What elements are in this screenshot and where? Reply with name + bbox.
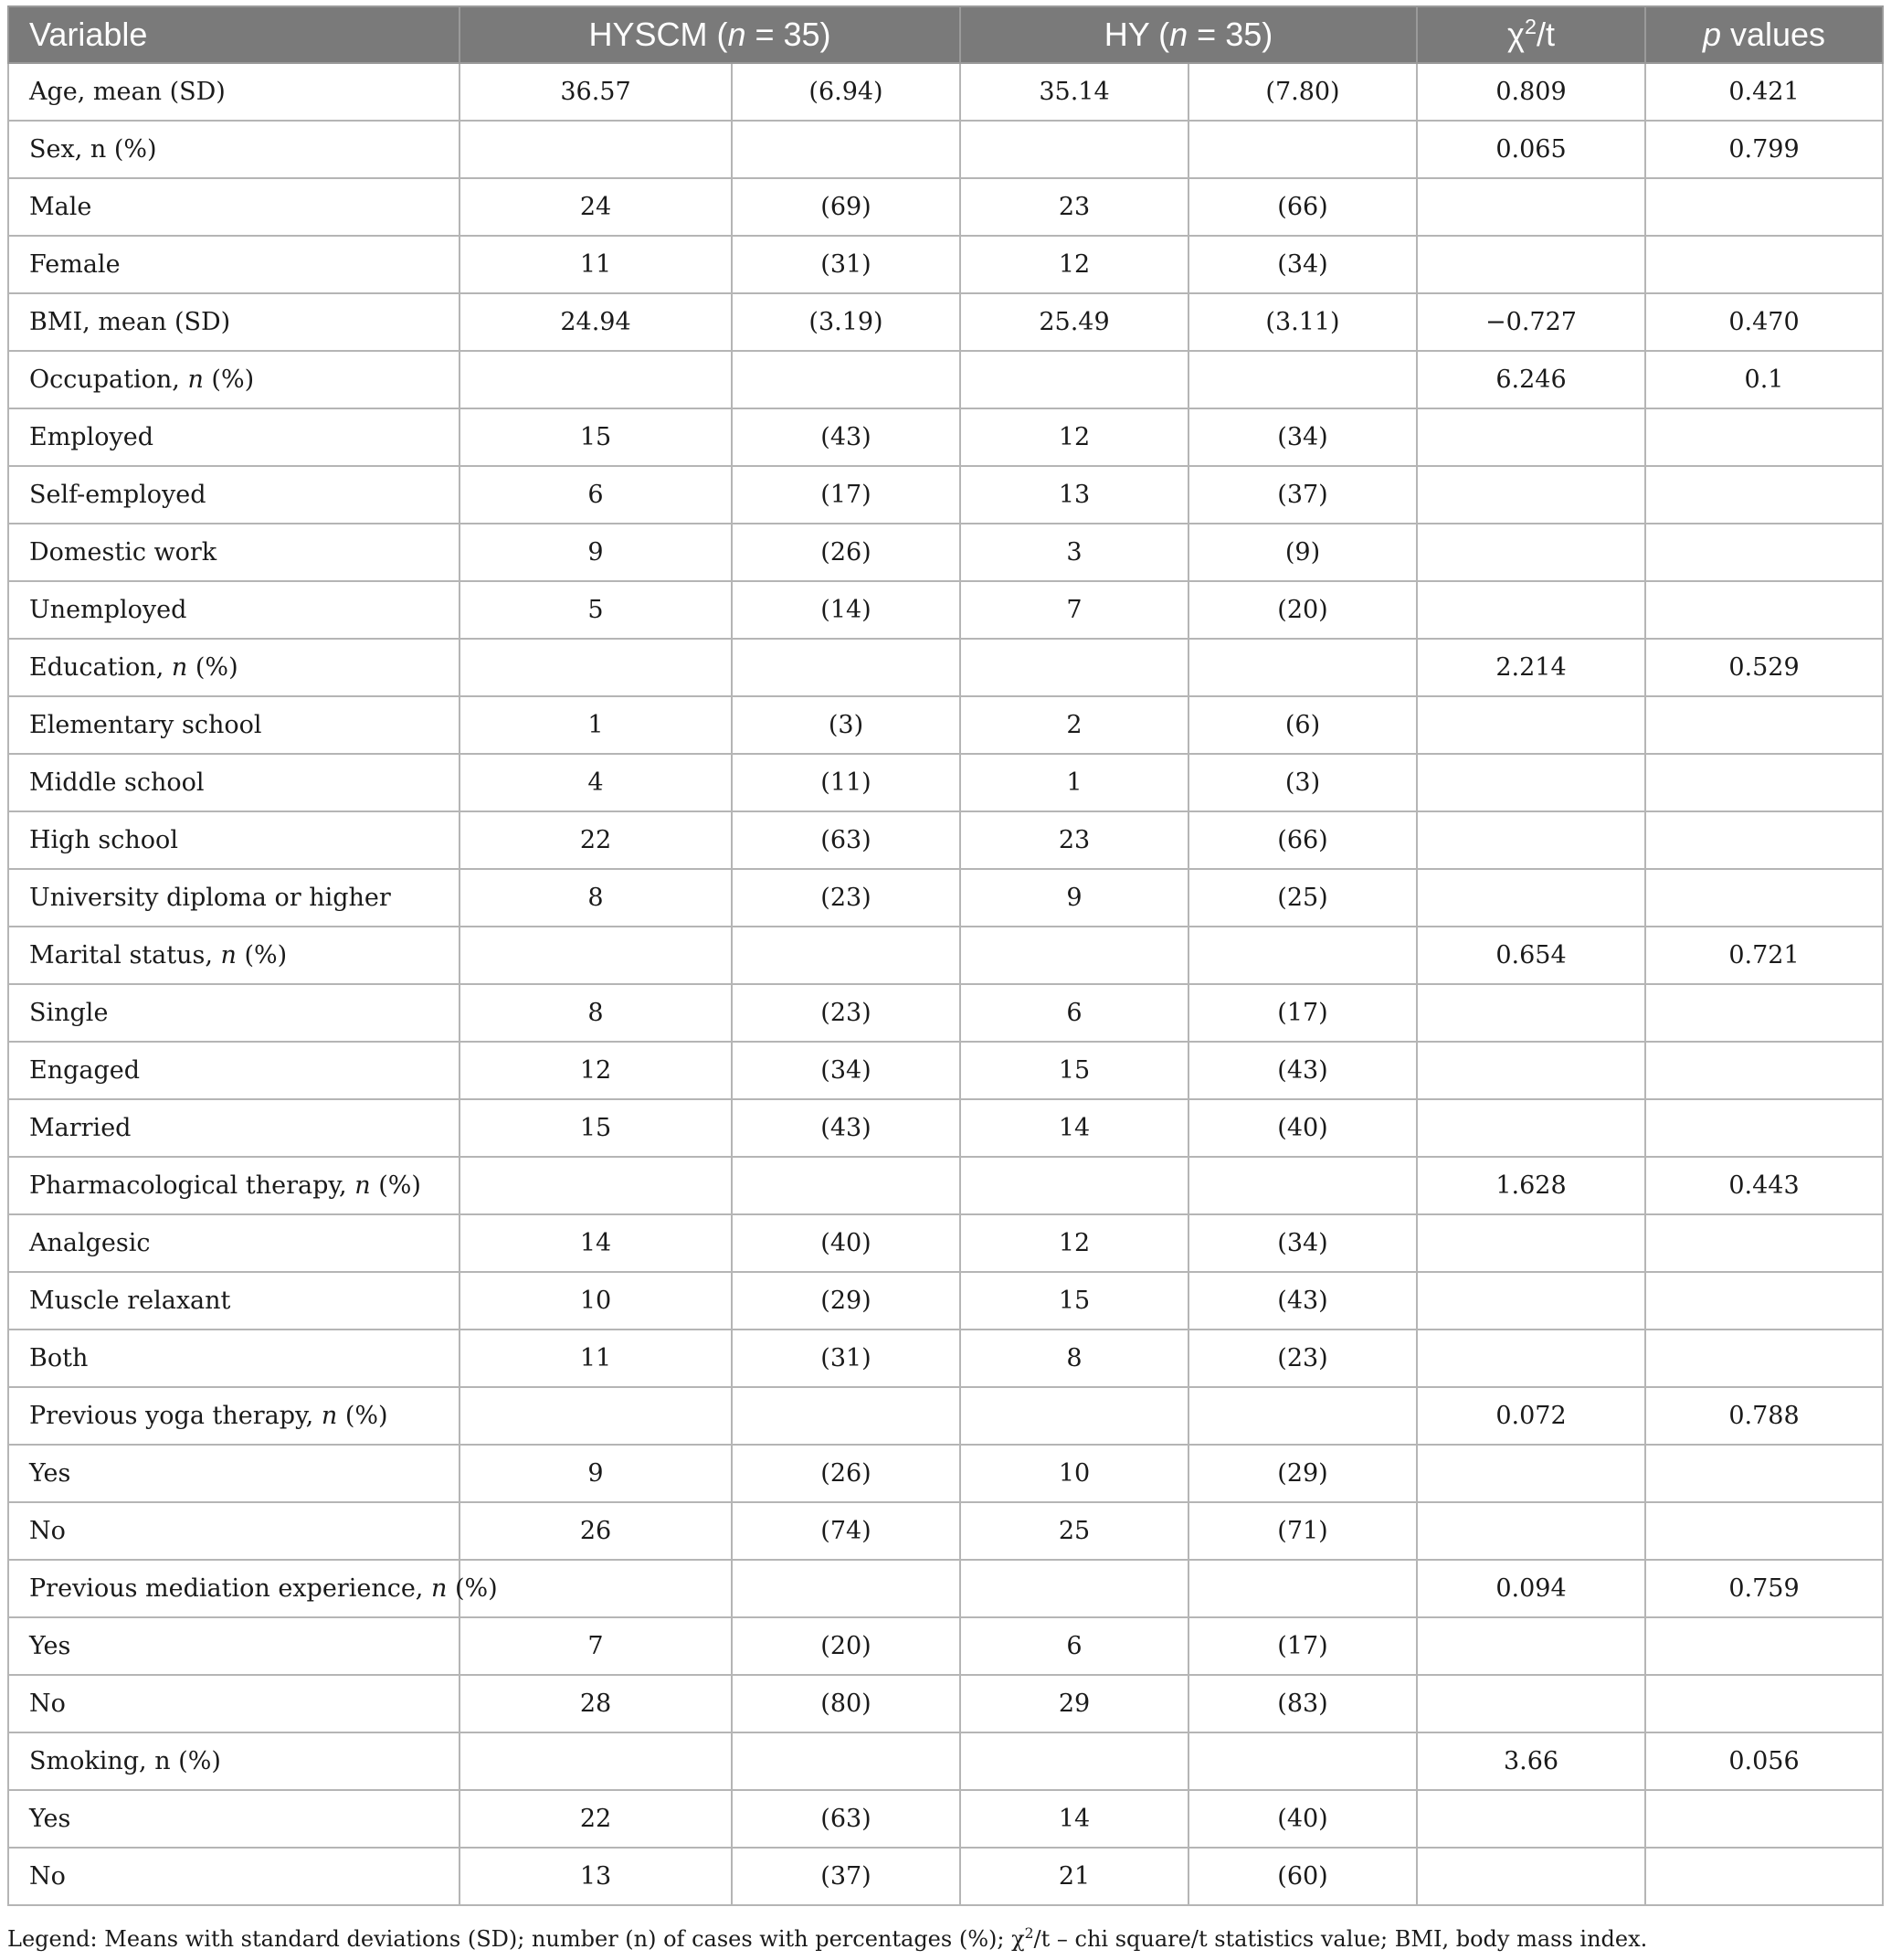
cell-variable: Muscle relaxant [8, 1272, 460, 1330]
cell-hy-value: 14 [960, 1790, 1188, 1848]
cell-hy-percent: (83) [1188, 1675, 1417, 1732]
cell-hyscm-percent: (17) [732, 466, 960, 524]
cell-hy-value: 13 [960, 466, 1188, 524]
cell-hy-percent: (3) [1188, 754, 1417, 811]
cell-hy-percent [1188, 1387, 1417, 1445]
cell-p-value [1645, 754, 1883, 811]
cell-variable: Marital status, n (%) [8, 927, 460, 984]
cell-variable: No [8, 1848, 460, 1905]
table-container [7, 5, 1882, 1906]
cell-chi-square [1417, 754, 1645, 811]
table-row [8, 581, 1883, 639]
cell-hy-percent: (34) [1188, 408, 1417, 466]
cell-hyscm-value [460, 639, 732, 696]
cell-hy-value: 12 [960, 1214, 1188, 1272]
cell-p-value [1645, 1502, 1883, 1560]
header-hy: HY (n = 35) [960, 6, 1417, 63]
table-row [8, 1732, 1883, 1790]
cell-p-value [1645, 236, 1883, 293]
cell-hy-value: 12 [960, 408, 1188, 466]
cell-hy-percent: (23) [1188, 1330, 1417, 1387]
cell-hy-value [960, 1560, 1188, 1617]
cell-p-value [1645, 1445, 1883, 1502]
cell-chi-square [1417, 1675, 1645, 1732]
cell-hy-percent: (40) [1188, 1790, 1417, 1848]
table-row [8, 1560, 1883, 1617]
cell-hyscm-value: 9 [460, 1445, 732, 1502]
cell-hy-value: 10 [960, 1445, 1188, 1502]
table-row [8, 1675, 1883, 1732]
cell-hyscm-value: 36.57 [460, 63, 732, 121]
cell-hyscm-percent: (6.94) [732, 63, 960, 121]
cell-hyscm-percent [732, 1387, 960, 1445]
table-row [8, 1214, 1883, 1272]
cell-variable: Sex, n (%) [8, 121, 460, 178]
header-p-values: p values [1645, 6, 1883, 63]
cell-p-value [1645, 524, 1883, 581]
cell-hy-value: 9 [960, 869, 1188, 927]
cell-variable: No [8, 1675, 460, 1732]
cell-chi-square [1417, 1848, 1645, 1905]
cell-hy-percent: (9) [1188, 524, 1417, 581]
cell-hy-percent [1188, 1157, 1417, 1214]
cell-hyscm-value: 11 [460, 236, 732, 293]
cell-variable: Male [8, 178, 460, 236]
cell-hyscm-percent [732, 1732, 960, 1790]
cell-variable: Self-employed [8, 466, 460, 524]
cell-hyscm-value [460, 351, 732, 408]
cell-hy-value: 1 [960, 754, 1188, 811]
cell-hyscm-percent: (31) [732, 236, 960, 293]
cell-hyscm-value [460, 121, 732, 178]
cell-p-value [1645, 1042, 1883, 1099]
cell-p-value [1645, 696, 1883, 754]
cell-hy-value: 2 [960, 696, 1188, 754]
cell-hyscm-value: 15 [460, 1099, 732, 1157]
cell-hyscm-percent: (63) [732, 1790, 960, 1848]
cell-chi-square: 1.628 [1417, 1157, 1645, 1214]
cell-chi-square [1417, 236, 1645, 293]
cell-chi-square [1417, 984, 1645, 1042]
cell-hy-value: 6 [960, 984, 1188, 1042]
cell-variable: Domestic work [8, 524, 460, 581]
cell-hy-value: 3 [960, 524, 1188, 581]
cell-chi-square [1417, 1214, 1645, 1272]
cell-hyscm-percent: (34) [732, 1042, 960, 1099]
cell-hyscm-percent [732, 639, 960, 696]
cell-p-value: 0.799 [1645, 121, 1883, 178]
cell-variable: Both [8, 1330, 460, 1387]
cell-hyscm-value: 8 [460, 984, 732, 1042]
cell-p-value: 0.1 [1645, 351, 1883, 408]
cell-hyscm-value [460, 1387, 732, 1445]
table-row [8, 754, 1883, 811]
table-row [8, 178, 1883, 236]
cell-hy-value [960, 1732, 1188, 1790]
cell-variable: Employed [8, 408, 460, 466]
cell-hyscm-percent [732, 1157, 960, 1214]
cell-hy-value [960, 639, 1188, 696]
cell-variable: Yes [8, 1790, 460, 1848]
cell-hyscm-percent [732, 1560, 960, 1617]
cell-hyscm-percent: (26) [732, 524, 960, 581]
cell-hyscm-value: 4 [460, 754, 732, 811]
cell-p-value [1645, 869, 1883, 927]
header-chi-square: $\chi^2/t$ [1417, 6, 1645, 63]
table-row [8, 1272, 1883, 1330]
cell-p-value: 0.470 [1645, 293, 1883, 351]
cell-p-value [1645, 984, 1883, 1042]
cell-hy-value: 14 [960, 1099, 1188, 1157]
cell-chi-square [1417, 1502, 1645, 1560]
cell-hyscm-value [460, 1157, 732, 1214]
table-row [8, 1099, 1883, 1157]
cell-chi-square: 2.214 [1417, 639, 1645, 696]
cell-chi-square: 0.654 [1417, 927, 1645, 984]
table-row [8, 1617, 1883, 1675]
cell-variable: Elementary school [8, 696, 460, 754]
cell-hy-value: 6 [960, 1617, 1188, 1675]
cell-hy-value: 15 [960, 1042, 1188, 1099]
cell-variable: Yes [8, 1617, 460, 1675]
cell-chi-square: 0.809 [1417, 63, 1645, 121]
table-row [8, 1042, 1883, 1099]
cell-hyscm-value: 9 [460, 524, 732, 581]
table-row [8, 696, 1883, 754]
header-hyscm: HYSCM (n = 35) [460, 6, 960, 63]
cell-hyscm-value: 22 [460, 1790, 732, 1848]
cell-chi-square [1417, 1042, 1645, 1099]
cell-variable: Previous mediation experience, n (%) [8, 1560, 460, 1617]
cell-hyscm-value: 5 [460, 581, 732, 639]
cell-hyscm-percent: (3.19) [732, 293, 960, 351]
cell-hy-percent: (66) [1188, 178, 1417, 236]
cell-p-value [1645, 1790, 1883, 1848]
cell-hyscm-value: 13 [460, 1848, 732, 1905]
table-row [8, 639, 1883, 696]
header-variable: Variable [8, 6, 460, 63]
cell-hyscm-value: 7 [460, 1617, 732, 1675]
cell-variable: Middle school [8, 754, 460, 811]
cell-chi-square: 0.094 [1417, 1560, 1645, 1617]
cell-hy-value: 23 [960, 811, 1188, 869]
cell-hy-percent: (17) [1188, 1617, 1417, 1675]
table-legend: Legend: Means with standard deviations (SD); number (n) of cases with percentages (%); $\chi^2/t$ – chi square/t statistics value; BMI, body mass index. [7, 1925, 1648, 1952]
cell-chi-square [1417, 1330, 1645, 1387]
cell-hy-percent: (3.11) [1188, 293, 1417, 351]
cell-hyscm-value: 1 [460, 696, 732, 754]
demographics-table [7, 5, 1884, 1906]
table-row [8, 811, 1883, 869]
cell-hyscm-value: 24.94 [460, 293, 732, 351]
cell-hy-percent: (25) [1188, 869, 1417, 927]
table-row [8, 984, 1883, 1042]
cell-hyscm-value: 14 [460, 1214, 732, 1272]
cell-variable: Single [8, 984, 460, 1042]
cell-hy-percent: (40) [1188, 1099, 1417, 1157]
cell-chi-square [1417, 524, 1645, 581]
cell-p-value [1645, 811, 1883, 869]
cell-hy-percent: (34) [1188, 236, 1417, 293]
cell-variable: Married [8, 1099, 460, 1157]
table-row [8, 466, 1883, 524]
cell-chi-square [1417, 466, 1645, 524]
cell-hyscm-percent: (74) [732, 1502, 960, 1560]
cell-hy-percent: (37) [1188, 466, 1417, 524]
cell-hyscm-value: 10 [460, 1272, 732, 1330]
cell-hy-value: 21 [960, 1848, 1188, 1905]
cell-chi-square [1417, 1099, 1645, 1157]
cell-p-value [1645, 178, 1883, 236]
cell-hyscm-percent: (26) [732, 1445, 960, 1502]
cell-hy-value [960, 927, 1188, 984]
cell-variable: Occupation, n (%) [8, 351, 460, 408]
cell-p-value: 0.721 [1645, 927, 1883, 984]
table-row [8, 1502, 1883, 1560]
cell-hyscm-percent [732, 121, 960, 178]
cell-hyscm-value: 28 [460, 1675, 732, 1732]
cell-chi-square: 3.66 [1417, 1732, 1645, 1790]
cell-p-value [1645, 1675, 1883, 1732]
cell-hyscm-percent: (11) [732, 754, 960, 811]
table-row [8, 63, 1883, 121]
cell-p-value: 0.421 [1645, 63, 1883, 121]
cell-hyscm-percent: (69) [732, 178, 960, 236]
cell-p-value: 0.056 [1645, 1732, 1883, 1790]
cell-hyscm-percent: (63) [732, 811, 960, 869]
cell-variable: Smoking, n (%) [8, 1732, 460, 1790]
cell-hyscm-value: 11 [460, 1330, 732, 1387]
cell-hy-percent: (29) [1188, 1445, 1417, 1502]
cell-p-value [1645, 466, 1883, 524]
cell-chi-square [1417, 696, 1645, 754]
cell-hyscm-value [460, 1560, 732, 1617]
cell-chi-square [1417, 811, 1645, 869]
table-row [8, 236, 1883, 293]
cell-hy-percent: (43) [1188, 1042, 1417, 1099]
cell-hyscm-percent: (23) [732, 984, 960, 1042]
cell-p-value [1645, 1272, 1883, 1330]
cell-chi-square: −0.727 [1417, 293, 1645, 351]
cell-variable: University diploma or higher [8, 869, 460, 927]
cell-hy-value [960, 351, 1188, 408]
cell-chi-square: 6.246 [1417, 351, 1645, 408]
table-row [8, 1157, 1883, 1214]
table-row [8, 1790, 1883, 1848]
cell-hyscm-value: 15 [460, 408, 732, 466]
cell-variable: Female [8, 236, 460, 293]
cell-hy-percent: (17) [1188, 984, 1417, 1042]
cell-p-value [1645, 1099, 1883, 1157]
cell-hy-percent [1188, 351, 1417, 408]
cell-variable: Age, mean (SD) [8, 63, 460, 121]
cell-hyscm-percent [732, 927, 960, 984]
cell-chi-square [1417, 869, 1645, 927]
cell-variable: Yes [8, 1445, 460, 1502]
cell-chi-square: 0.065 [1417, 121, 1645, 178]
cell-variable: No [8, 1502, 460, 1560]
cell-hy-value: 23 [960, 178, 1188, 236]
cell-hyscm-value: 22 [460, 811, 732, 869]
table-row [8, 1445, 1883, 1502]
cell-variable: Engaged [8, 1042, 460, 1099]
cell-hyscm-percent: (14) [732, 581, 960, 639]
table-row [8, 408, 1883, 466]
cell-hyscm-percent: (29) [732, 1272, 960, 1330]
cell-hyscm-value [460, 1732, 732, 1790]
cell-hyscm-percent: (80) [732, 1675, 960, 1732]
cell-hy-value: 35.14 [960, 63, 1188, 121]
table-row [8, 524, 1883, 581]
cell-hyscm-percent: (31) [732, 1330, 960, 1387]
cell-hyscm-percent: (43) [732, 1099, 960, 1157]
cell-hy-percent [1188, 927, 1417, 984]
cell-variable: Analgesic [8, 1214, 460, 1272]
cell-hyscm-percent: (43) [732, 408, 960, 466]
cell-hyscm-percent [732, 351, 960, 408]
cell-hyscm-value: 12 [460, 1042, 732, 1099]
cell-hyscm-value: 8 [460, 869, 732, 927]
cell-p-value: 0.529 [1645, 639, 1883, 696]
cell-hy-percent [1188, 1732, 1417, 1790]
cell-variable: Pharmacological therapy, n (%) [8, 1157, 460, 1214]
cell-variable: High school [8, 811, 460, 869]
cell-hy-value: 29 [960, 1675, 1188, 1732]
cell-hy-percent: (34) [1188, 1214, 1417, 1272]
cell-chi-square [1417, 178, 1645, 236]
cell-hy-value: 7 [960, 581, 1188, 639]
cell-hyscm-percent: (23) [732, 869, 960, 927]
cell-p-value [1645, 1214, 1883, 1272]
cell-hy-value [960, 1157, 1188, 1214]
cell-hy-percent [1188, 639, 1417, 696]
cell-hy-percent: (66) [1188, 811, 1417, 869]
cell-hy-value: 25.49 [960, 293, 1188, 351]
cell-hy-percent [1188, 1560, 1417, 1617]
cell-chi-square [1417, 408, 1645, 466]
cell-hy-value: 12 [960, 236, 1188, 293]
cell-p-value [1645, 1617, 1883, 1675]
cell-variable: Education, n (%) [8, 639, 460, 696]
cell-variable: BMI, mean (SD) [8, 293, 460, 351]
cell-hy-percent [1188, 121, 1417, 178]
cell-chi-square: 0.072 [1417, 1387, 1645, 1445]
cell-hyscm-percent: (40) [732, 1214, 960, 1272]
cell-chi-square [1417, 1617, 1645, 1675]
cell-hy-value [960, 1387, 1188, 1445]
table-row [8, 121, 1883, 178]
table-row [8, 869, 1883, 927]
cell-hy-percent: (7.80) [1188, 63, 1417, 121]
table-row [8, 1330, 1883, 1387]
cell-hyscm-percent: (37) [732, 1848, 960, 1905]
cell-hy-percent: (43) [1188, 1272, 1417, 1330]
table-row [8, 1387, 1883, 1445]
cell-chi-square [1417, 1272, 1645, 1330]
cell-chi-square [1417, 1790, 1645, 1848]
cell-hyscm-value: 26 [460, 1502, 732, 1560]
table-body [8, 63, 1883, 1905]
header-row [8, 6, 1883, 63]
cell-hyscm-value: 24 [460, 178, 732, 236]
cell-hyscm-value: 6 [460, 466, 732, 524]
cell-p-value [1645, 581, 1883, 639]
table-row [8, 293, 1883, 351]
cell-hyscm-percent: (20) [732, 1617, 960, 1675]
cell-chi-square [1417, 1445, 1645, 1502]
cell-chi-square [1417, 581, 1645, 639]
table-row [8, 927, 1883, 984]
cell-variable: Unemployed [8, 581, 460, 639]
cell-hyscm-value [460, 927, 732, 984]
cell-hy-value [960, 121, 1188, 178]
cell-p-value: 0.759 [1645, 1560, 1883, 1617]
cell-hyscm-percent: (3) [732, 696, 960, 754]
table-row [8, 1848, 1883, 1905]
cell-p-value [1645, 408, 1883, 466]
table-row [8, 351, 1883, 408]
cell-hy-value: 15 [960, 1272, 1188, 1330]
cell-hy-percent: (60) [1188, 1848, 1417, 1905]
cell-p-value: 0.788 [1645, 1387, 1883, 1445]
cell-hy-percent: (71) [1188, 1502, 1417, 1560]
cell-hy-percent: (20) [1188, 581, 1417, 639]
cell-p-value [1645, 1848, 1883, 1905]
cell-p-value: 0.443 [1645, 1157, 1883, 1214]
cell-variable: Previous yoga therapy, n (%) [8, 1387, 460, 1445]
cell-hy-value: 25 [960, 1502, 1188, 1560]
cell-hy-percent: (6) [1188, 696, 1417, 754]
cell-hy-value: 8 [960, 1330, 1188, 1387]
cell-p-value [1645, 1330, 1883, 1387]
